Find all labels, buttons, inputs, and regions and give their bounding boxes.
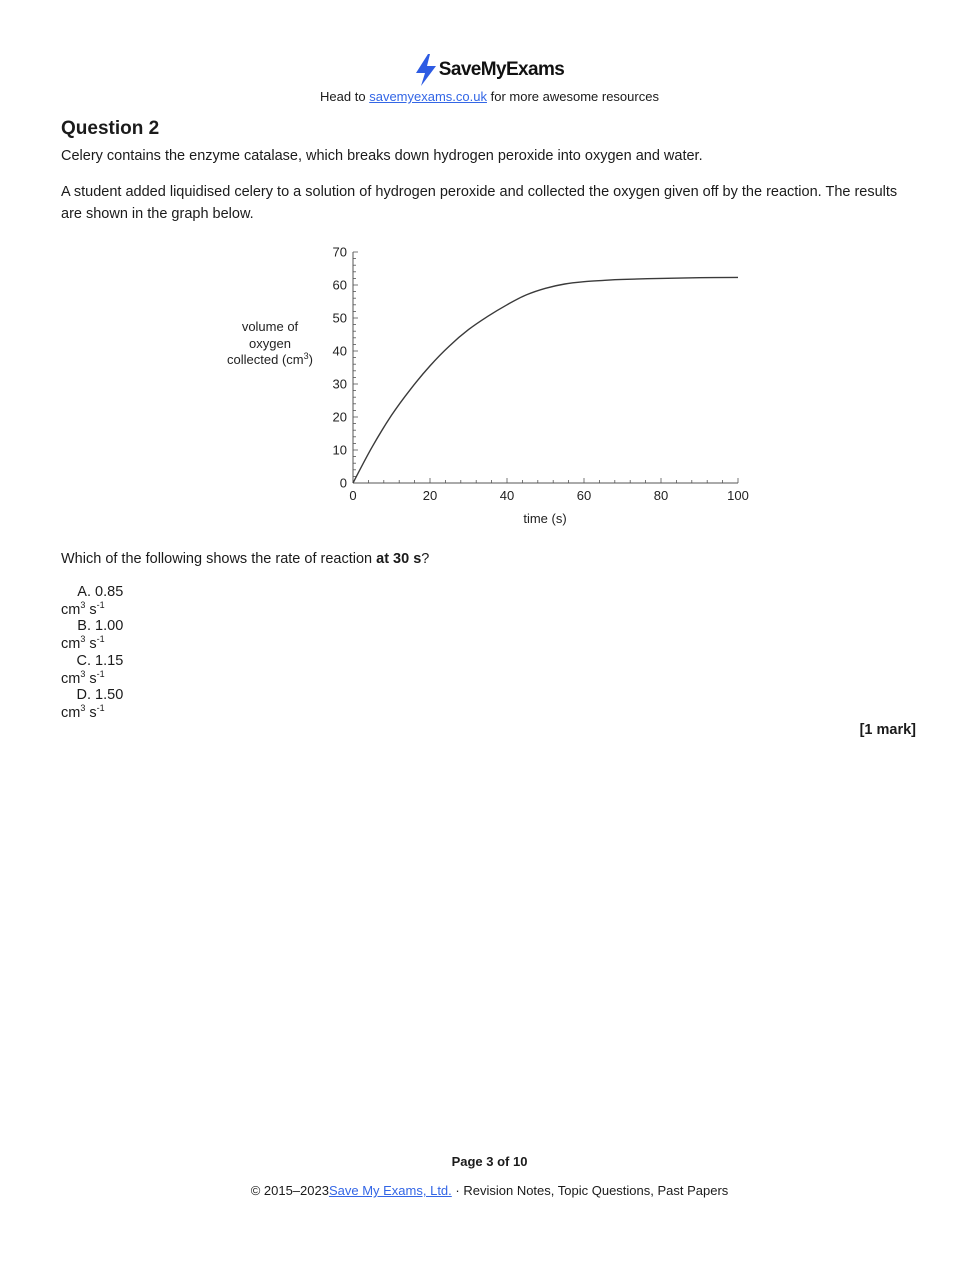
y-tick-label: 40: [332, 343, 347, 359]
option-d[interactable]: D. 1.50 $cm^3$ $s^{-1}$: [61, 687, 124, 721]
oxygen-volume-graph: [215, 240, 775, 535]
x-axis-label: time (s): [523, 511, 567, 526]
x-tick-label: 20: [422, 488, 438, 503]
option-a[interactable]: A. 0.85 $cm^3$ $s^{-1}$: [61, 584, 124, 618]
header: [0, 54, 979, 91]
footer-link[interactable]: Save My Exams, Ltd.: [328, 1183, 452, 1198]
question-prompt: Which of the following shows the rate of reaction at 30 s?: [61, 551, 430, 567]
page-number: Page 3 of 10: [451, 1154, 528, 1169]
y-tick-label: 70: [332, 244, 347, 260]
y-tick-label: 30: [332, 376, 347, 392]
tagline-after: for more awesome resources: [490, 89, 659, 104]
brand-logo[interactable]: [415, 54, 564, 86]
question-setup: A student added liquidised celery to a solution of hydrogen peroxide and collected the oxygen given off by the reaction. The results are shown in the graph below.: [61, 184, 898, 222]
x-tick-label: 80: [653, 488, 669, 503]
question-title: Question 2: [61, 118, 160, 139]
y-axis-label-line-3: collected $(cm^3)$: [227, 351, 313, 367]
question-intro: Celery contains the enzyme catalase, which breaks down hydrogen peroxide into oxygen and water.: [61, 148, 703, 164]
y-tick-label: 60: [332, 277, 347, 293]
lightning-bolt-icon: [415, 54, 437, 86]
y-axis-label-line-1: volume of: [241, 319, 299, 334]
marks-label: [1 mark]: [859, 722, 916, 738]
graph-ticks: [333, 245, 749, 504]
prompt-emphasis: at 30 s: [376, 551, 422, 567]
series-line-oxygen-volume: [353, 277, 738, 483]
x-tick-label: 60: [576, 488, 592, 503]
footer: [0, 1183, 979, 1198]
site-link[interactable]: savemyexams.co.uk: [369, 89, 487, 104]
y-tick-label: 20: [332, 409, 347, 425]
x-tick-label: 100: [727, 488, 749, 503]
footer-rest: · Revision Notes, Topic Questions, Past Papers: [455, 1183, 729, 1198]
y-tick-label: 0: [339, 475, 347, 491]
graph-axes: [353, 252, 738, 483]
brand-name: SaveMyExams: [438, 59, 565, 80]
x-tick-label: 40: [499, 488, 515, 503]
tagline: [0, 89, 979, 104]
x-tick-label: 0: [349, 488, 357, 503]
y-tick-label: 50: [332, 310, 347, 326]
option-c[interactable]: C. 1.15 $cm^3$ $s^{-1}$: [61, 653, 124, 687]
y-axis-label-line-2: oxygen: [249, 336, 291, 351]
copyright: © 2015–2023: [250, 1183, 329, 1198]
y-tick-label: 10: [332, 442, 347, 458]
tagline-before: Head to: [320, 89, 366, 104]
option-b[interactable]: B. 1.00 $cm^3$ $s^{-1}$: [61, 618, 124, 652]
